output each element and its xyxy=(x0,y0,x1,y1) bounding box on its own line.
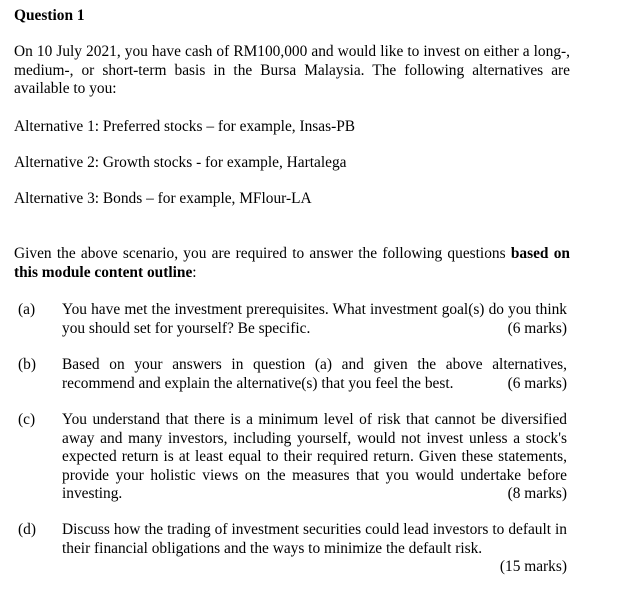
question-b-label: (b) xyxy=(18,356,36,373)
question-c-marks: (8 marks) xyxy=(507,485,567,502)
question-a-text: You have met the investment prerequisites. What investment goal(s) do you think you should set for yourself? Be specific. xyxy=(62,301,567,337)
question-c-text: You understand that there is a minimum level of risk that cannot be diversified away and many investors, including yourself, would not invest unless a stock's expected return is at least equal to their required return. Given these statements, provide your holistic views on the measures that you would undertake before investing. xyxy=(62,411,567,502)
scenario-lead: Given the above scenario, you are required to answer the following questions xyxy=(14,245,511,262)
scenario-paragraph xyxy=(14,245,570,282)
question-b xyxy=(62,356,567,393)
question-d-text: Discuss how the trading of investment securities could lead investors to default in their financial obligations and the ways to minimize the default risk. xyxy=(62,521,567,557)
question-a xyxy=(62,301,567,338)
question-a-label: (a) xyxy=(18,301,36,318)
question-c xyxy=(62,411,567,504)
alternative-3: Alternative 3: Bonds – for example, MFlour-LA xyxy=(14,190,312,207)
alternative-2: Alternative 2: Growth stocks - for example, Hartalega xyxy=(14,154,347,171)
question-c-label: (c) xyxy=(18,411,36,428)
scenario-emphasis: based on this module content outline xyxy=(14,245,570,281)
alternative-1: Alternative 1: Preferred stocks – for example, Insas-PB xyxy=(14,118,356,135)
question-b-text: Based on your answers in question (a) and given the above alternatives, recommend and explain the alternative(s) that you feel the best. xyxy=(62,356,567,392)
question-d-marks: (15 marks) xyxy=(499,558,567,575)
question-d xyxy=(62,521,567,577)
question-title: Question 1 xyxy=(14,7,85,24)
question-b-marks: (6 marks) xyxy=(507,374,567,392)
question-a-marks: (6 marks) xyxy=(507,319,567,337)
scenario-tail: : xyxy=(192,263,197,281)
intro-paragraph: On 10 July 2021, you have cash of RM100,000 and would like to invest on either a long-, medium-, or short-term basis in the Bursa Malaysia. The following alternatives are available to you: xyxy=(14,43,570,97)
question-d-label: (d) xyxy=(18,521,36,538)
